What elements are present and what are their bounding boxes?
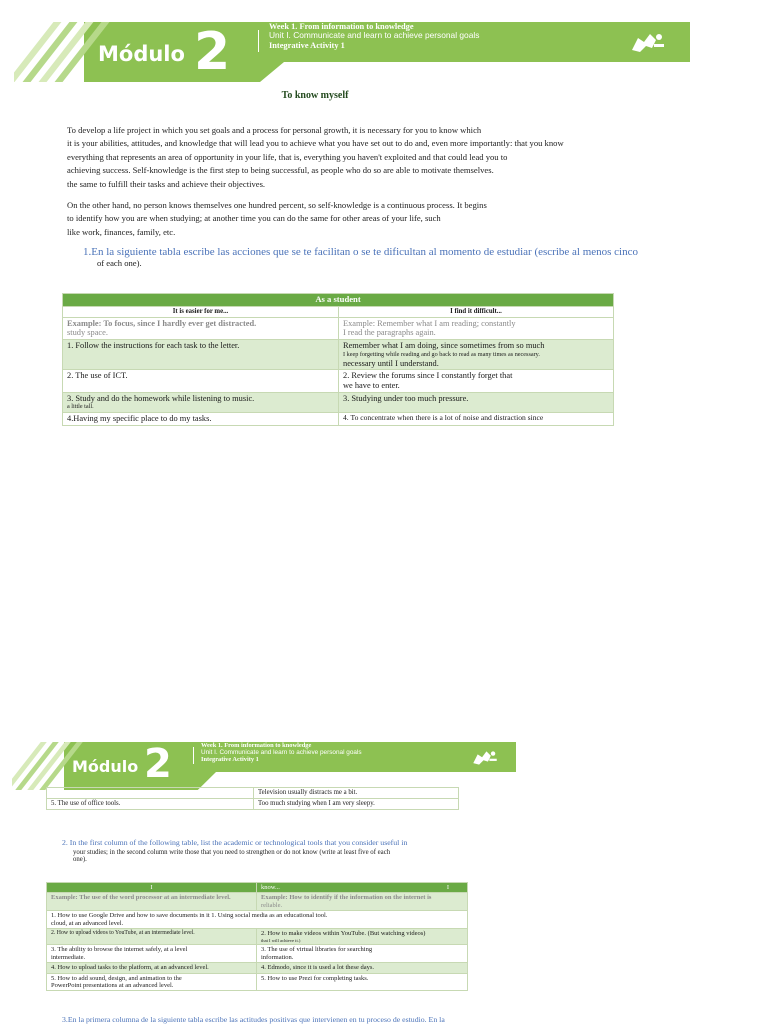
cell-line: I read the paragraphs again. (343, 328, 436, 338)
table-row (63, 317, 614, 339)
cell-line: intermediate. (51, 953, 86, 961)
table-cell: 1. Follow the instructions for each task to the letter. (63, 340, 339, 370)
unit-label: Unit I. Communicate and learn to achieve personal goals (201, 749, 362, 757)
cell-line: reliable. (261, 901, 283, 909)
table-cell (257, 945, 468, 963)
col-header-i: I (47, 883, 257, 893)
cell-line: 3. Study and do the homework while listening to music. (67, 393, 255, 403)
table-row (47, 893, 468, 911)
student-table-continued (46, 787, 459, 810)
text-line: achieving success. Self-knowledge is the first step to being successful, as people who do so are able to motivate themselves. (67, 165, 494, 176)
prepa-logo-icon (470, 747, 500, 769)
banner-divider (193, 747, 194, 764)
table-cell (63, 317, 339, 339)
intro-paragraph-2 (67, 199, 607, 239)
banner-divider (258, 30, 259, 52)
table-cell (257, 929, 468, 945)
intro-paragraph-1 (67, 124, 607, 191)
cell-line: 5. How to add sound, design, and animation to the (51, 974, 182, 982)
table-row (63, 413, 614, 426)
text-line: the same to fulfill their tasks and achieve their objectives. (67, 178, 266, 189)
banner-meta (201, 742, 362, 764)
cell-line: a little tall. (67, 403, 94, 411)
page2-banner (12, 742, 516, 790)
text-line: On the other hand, no person knows themselves one hundred percent, so self-knowledge is a continuous process. It begins (67, 200, 487, 210)
modulo-word: Módulo (72, 757, 139, 776)
question-1-text: 1.En la siguiente tabla escribe las acciones que se te facilitan o se te dificultan al momento de estudiar (escribe al menos cinco (83, 246, 638, 258)
col-header-i-right: I (446, 884, 449, 891)
page-title: To know myself (281, 90, 349, 101)
cell-line: Example: Remember what I am reading; constantly (343, 318, 516, 328)
table-cell (47, 973, 257, 991)
table-row (63, 340, 614, 370)
table-cell: 2. The use of ICT. (63, 370, 339, 392)
text-line: like work, finances, family, etc. (67, 226, 176, 237)
cell-line: 2. How to make videos within YouTube. (But watching videos) (261, 930, 426, 938)
col-header-know-left: know... (261, 884, 280, 891)
cell-line: Example: To focus, since I hardly ever get distracted. (67, 318, 257, 328)
text-line: it is your abilities, attitudes, and knowledge that will lead you to achieve what you have set out to do and, even more importantly: that you know (67, 138, 564, 149)
table-row (63, 370, 614, 392)
table-cell: 3. Studying under too much pressure. (339, 392, 614, 413)
modulo-number: 2 (144, 742, 172, 787)
text-line: To develop a life project in which you set goals and a process for personal growth, it is necessary for you to know which (67, 125, 482, 135)
unit-label: Unit I. Communicate and learn to achieve personal goals (269, 30, 480, 41)
table-cell (47, 945, 257, 963)
table-cell: Too much studying when I am very sleepy. (254, 798, 459, 809)
table-cell: 4. Edmodo, since it is used a lot these days. (257, 963, 468, 973)
table-cell (47, 911, 468, 929)
question-1-cont: of each one). (97, 258, 142, 268)
cell-line: cloud, at an advanced level. (51, 919, 124, 927)
table-cell (47, 788, 254, 799)
tools-table (46, 882, 468, 991)
table-cell (339, 370, 614, 392)
cell-line: necessary until I understand. (343, 358, 439, 368)
week-label: Week 1. From information to knowledge (269, 22, 414, 31)
cell-line: 1. How to use Google Drive and how to save documents in it 1. Using social media as an educational tool. (51, 912, 328, 920)
table-cell: 4. How to upload tasks to the platform, at an advanced level. (47, 963, 257, 973)
page1-banner (14, 22, 690, 82)
cell-line: Remember what I am doing, since sometimes from so much (343, 341, 545, 350)
cell-line: study space. (67, 328, 108, 338)
col-header-easier: It is easier for me... (63, 306, 339, 317)
question-3-text: 3.En la primera columna de la siguiente tabla escribe las actitudes positivas que intervienen en tu proceso de estudio. En la (62, 1015, 445, 1024)
prepa-logo-icon (628, 28, 668, 58)
table-row (47, 788, 459, 799)
modulo-word: Módulo (98, 42, 185, 66)
table-row (47, 945, 468, 963)
table-cell (257, 893, 468, 911)
table-row (47, 963, 468, 973)
table-cell (339, 340, 614, 370)
cell-line: we have to enter. (343, 380, 400, 390)
question-2-cont: one). (73, 856, 87, 863)
week-label: Week 1. From information to knowledge (201, 742, 312, 749)
table-cell (63, 392, 339, 413)
table-cell: Television usually distracts me a bit. (254, 788, 459, 799)
table-cell: 2. How to upload videos to YouTube, at an intermediate level. (47, 929, 257, 945)
table-row (63, 392, 614, 413)
text-line: to identify how you are when studying; at another time you can do the same for other areas of your life, such (67, 213, 441, 224)
table-cell (339, 317, 614, 339)
question-1 (83, 246, 768, 268)
cell-line: 3. The use of virtual libraries for searching (261, 946, 373, 954)
cell-line: Example: How to identify if the information on the internet is (261, 894, 432, 902)
activity-label: Integrative Activity 1 (269, 40, 345, 50)
text-line: everything that represents an area of opportunity in your life, that is, everything you haven't exploited and that could lead you to (67, 151, 508, 162)
cell-line: information. (261, 953, 294, 961)
banner-meta (269, 22, 479, 50)
table-title: As a student (63, 294, 614, 307)
cell-line: 2. Review the forums since I constantly forget that (343, 371, 513, 381)
banner-stripe-1 (12, 742, 47, 790)
question-2 (62, 838, 512, 863)
banner-stripe-1 (14, 22, 61, 82)
cell-line: I keep forgetting while reading and go back to read as many times as necessary. (343, 350, 540, 358)
activity-label: Integrative Activity 1 (201, 756, 259, 764)
table-cell: Example: The use of the word processor at an intermediate level. (47, 893, 257, 911)
table-row (47, 911, 468, 929)
table-cell: 4. To concentrate when there is a lot of noise and distraction since (339, 413, 614, 426)
modulo-number: 2 (194, 22, 231, 82)
question-2-text: 2. In the first column of the following table, list the academic or technological tools that you consider useful in (62, 838, 408, 847)
table-row (47, 929, 468, 945)
cell-line: 3. The ability to browse the internet safely, at a level (51, 946, 188, 954)
col-header-know (257, 883, 468, 893)
table-cell: 5. The use of office tools. (47, 798, 254, 809)
table-row (47, 973, 468, 991)
col-header-difficult: I find it difficult... (339, 306, 614, 317)
cell-line: PowerPoint presentations at an advanced level. (51, 981, 174, 989)
table-cell: 4.Having my specific place to do my tasks. (63, 413, 339, 426)
table-row (47, 798, 459, 809)
table-cell: 5. How to use Prezi for completing tasks. (257, 973, 468, 991)
cell-line: that I will achieve it.) (261, 937, 301, 943)
question-2-cont: your studies; in the second column write those that you need to strengthen or do not know (write at least five of each (73, 849, 391, 856)
student-table (62, 293, 614, 426)
